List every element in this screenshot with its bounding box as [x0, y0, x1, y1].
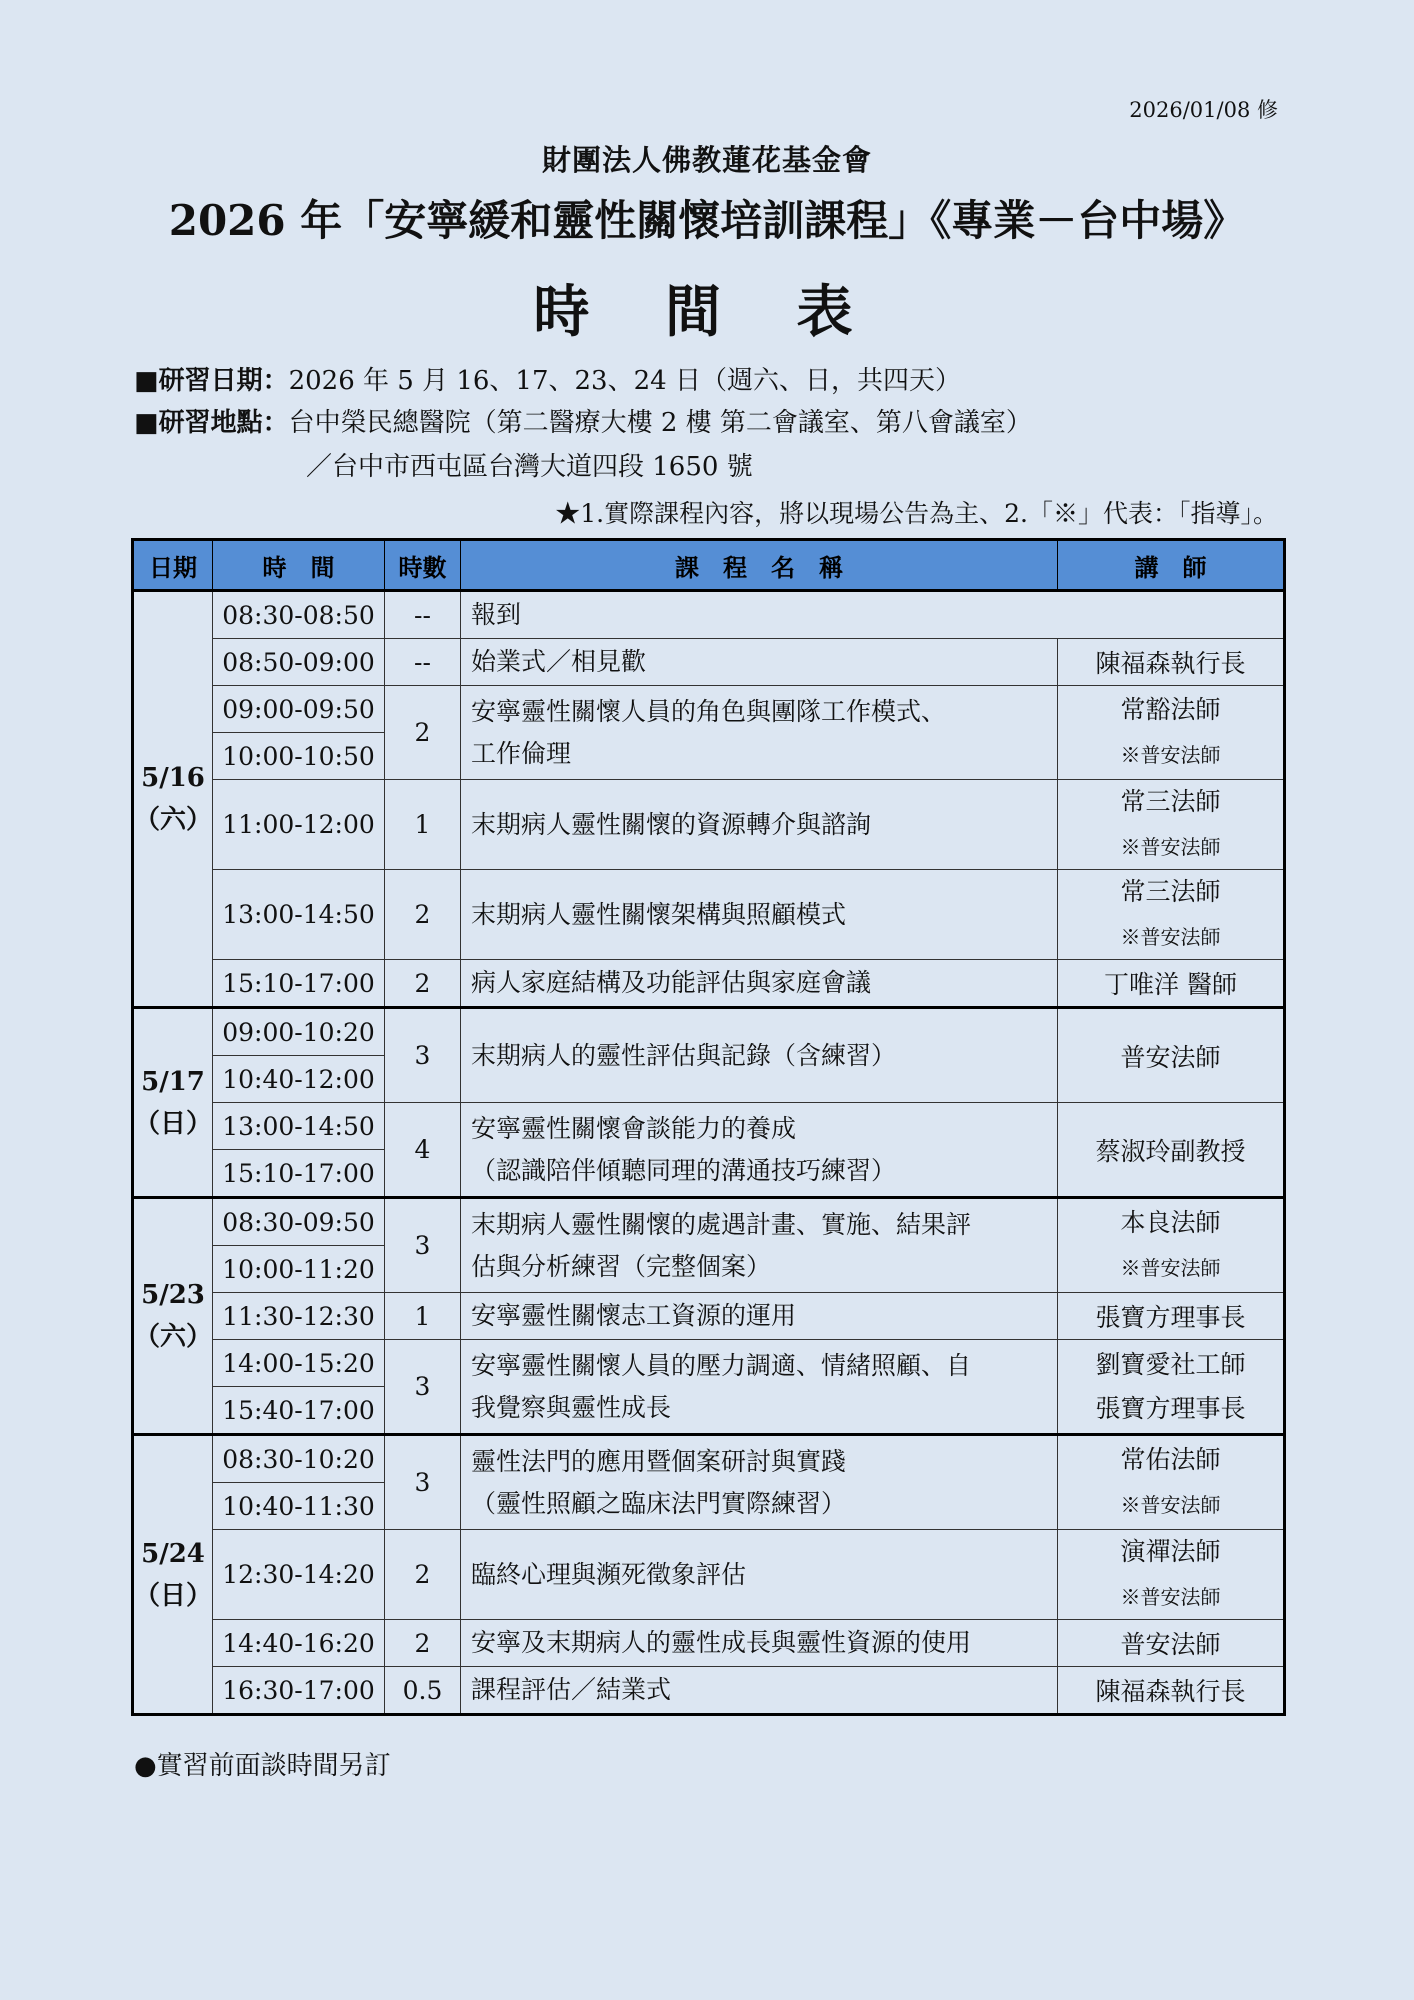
advisor: ※普安法師 [1120, 835, 1221, 859]
hours-cell: 4 [385, 1103, 461, 1198]
header-date: 日期 [133, 540, 213, 591]
place-label: ■研習地點： [134, 408, 289, 438]
lecturer: 本良法師 [1120, 1208, 1221, 1237]
lecturer: 張寶方理事長 [1095, 1393, 1246, 1423]
course-cell [461, 686, 1058, 780]
time-cell: 08:30-08:50 [213, 591, 385, 639]
lecturer-cell [1058, 1340, 1285, 1435]
time-cell: 11:00-12:00 [213, 780, 385, 870]
date-label: ■研習日期： [134, 366, 289, 396]
header-time: 時 間 [213, 540, 385, 591]
time-cell: 15:10-17:00 [213, 1150, 385, 1198]
training-address: ／台中市西屯區台灣大道四段 1650 號 [306, 452, 753, 482]
time-cell: 08:30-09:50 [213, 1198, 385, 1246]
table-row [133, 1198, 1285, 1246]
header-hours: 時數 [385, 540, 461, 591]
organization-name: 財團法人佛教蓮花基金會 [541, 143, 872, 177]
lecturer: 劉寶愛社工師 [1095, 1349, 1246, 1379]
course-cell: 病人家庭結構及功能評估與家庭會議 [461, 960, 1058, 1008]
date-value: 2026 年 5 月 16、17、23、24 日（週六、日，共四天） [288, 366, 961, 396]
page-title: 2026 年「安寧緩和靈性關懷培訓課程」《專業－台中場》 [168, 196, 1246, 245]
hours-cell: 2 [385, 1620, 461, 1667]
schedule-table [131, 538, 1286, 1716]
time-cell: 16:30-17:00 [213, 1667, 385, 1715]
lecturer-cell [1058, 870, 1285, 960]
lecturer: 常三法師 [1120, 787, 1221, 816]
course-cell: 始業式／相見歡 [461, 639, 1058, 686]
hours-cell: 3 [385, 1198, 461, 1293]
revision-date: 2026/01/08 修 [1129, 98, 1278, 122]
table-row [133, 686, 1285, 733]
table-row [133, 1667, 1285, 1715]
course-line: 靈性法門的應用暨個案研討與實踐 [471, 1446, 847, 1476]
time-cell: 10:40-12:00 [213, 1056, 385, 1103]
course-cell [461, 1198, 1058, 1293]
training-place [134, 402, 1032, 439]
date: 5/23 [141, 1280, 205, 1310]
course-line: 安寧靈性關懷會談能力的養成 [471, 1113, 797, 1143]
time-cell: 09:00-09:50 [213, 686, 385, 733]
course-line: （認識陪伴傾聽同理的溝通技巧練習） [471, 1155, 897, 1185]
time-cell: 09:00-10:20 [213, 1008, 385, 1056]
lecturer-cell: 張寶方理事長 [1058, 1293, 1285, 1340]
table-row [133, 1293, 1285, 1340]
time-cell: 08:30-10:20 [213, 1435, 385, 1483]
advisor: ※普安法師 [1120, 925, 1221, 949]
hours-cell: 2 [385, 960, 461, 1008]
lecturer: 常豁法師 [1120, 695, 1221, 724]
advisor: ※普安法師 [1120, 743, 1221, 767]
lecturer-cell [1058, 1530, 1285, 1620]
date-cell [133, 1198, 213, 1435]
course-note: ★1.實際課程內容，將以現場公告為主、2.「※」代表：「指導」。 [555, 499, 1278, 528]
time-cell: 11:30-12:30 [213, 1293, 385, 1340]
lecturer-cell: 丁唯洋 醫師 [1058, 960, 1285, 1008]
time-cell: 10:00-10:50 [213, 733, 385, 780]
time-cell: 10:40-11:30 [213, 1483, 385, 1530]
time-cell: 15:10-17:00 [213, 960, 385, 1008]
time-cell: 13:00-14:50 [213, 870, 385, 960]
course-cell [461, 1435, 1058, 1530]
place-value: 台中榮民總醫院（第二醫療大樓 2 樓 第二會議室、第八會議室） [288, 408, 1032, 438]
table-row [133, 1340, 1285, 1387]
course-line: 我覺察與靈性成長 [471, 1392, 672, 1422]
course-cell: 報到 [461, 591, 1285, 639]
hours-cell: 2 [385, 1530, 461, 1620]
date-cell [133, 591, 213, 1008]
time-cell: 12:30-14:20 [213, 1530, 385, 1620]
course-cell [461, 1103, 1058, 1198]
date-cell [133, 1008, 213, 1198]
hours-cell: 3 [385, 1340, 461, 1435]
training-date [134, 360, 961, 397]
table-row [133, 639, 1285, 686]
hours-cell: -- [385, 591, 461, 639]
table-row [133, 1008, 1285, 1056]
hours-cell: -- [385, 639, 461, 686]
hours-cell: 3 [385, 1435, 461, 1530]
time-cell: 15:40-17:00 [213, 1387, 385, 1435]
header-lecturer: 講 師 [1058, 540, 1285, 591]
weekday: （日） [134, 1108, 213, 1139]
course-cell: 安寧靈性關懷志工資源的運用 [461, 1293, 1058, 1340]
hours-cell: 3 [385, 1008, 461, 1103]
date: 5/17 [141, 1066, 205, 1097]
course-line: （靈性照顧之臨床法門實際練習） [471, 1488, 847, 1518]
course-line: 安寧靈性關懷人員的角色與團隊工作模式、 [471, 696, 947, 726]
lecturer-cell: 普安法師 [1058, 1008, 1285, 1103]
course-line: 工作倫理 [471, 738, 572, 768]
lecturer-cell: 陳福森執行長 [1058, 1667, 1285, 1715]
course-cell: 臨終心理與瀕死徵象評估 [461, 1530, 1058, 1620]
table-row [133, 1435, 1285, 1483]
advisor: ※普安法師 [1120, 1585, 1221, 1609]
date-cell [133, 1435, 213, 1715]
lecturer-cell: 蔡淑玲副教授 [1058, 1103, 1285, 1198]
course-cell: 末期病人的靈性評估與記錄（含練習） [461, 1008, 1058, 1103]
time-cell: 14:40-16:20 [213, 1620, 385, 1667]
course-cell: 課程評估／結業式 [461, 1667, 1058, 1715]
course-cell: 末期病人靈性關懷架構與照顧模式 [461, 870, 1058, 960]
time-cell: 08:50-09:00 [213, 639, 385, 686]
header-course: 課 程 名 稱 [461, 540, 1058, 591]
lecturer-cell [1058, 780, 1285, 870]
hours-cell: 2 [385, 686, 461, 780]
lecturer: 常佑法師 [1120, 1445, 1221, 1474]
hours-cell: 2 [385, 870, 461, 960]
course-line: 估與分析練習（完整個案） [471, 1251, 772, 1281]
course-cell [461, 1340, 1058, 1435]
date: 5/24 [141, 1538, 205, 1569]
time-cell: 13:00-14:50 [213, 1103, 385, 1150]
lecturer-cell: 普安法師 [1058, 1620, 1285, 1667]
hours-cell: 1 [385, 1293, 461, 1340]
weekday: （六） [134, 1322, 213, 1352]
lecturer: 常三法師 [1120, 877, 1221, 906]
table-header-row [133, 540, 1285, 591]
weekday: （六） [134, 805, 213, 835]
advisor: ※普安法師 [1120, 1256, 1221, 1280]
advisor: ※普安法師 [1120, 1493, 1221, 1517]
lecturer-cell [1058, 1435, 1285, 1530]
time-cell: 10:00-11:20 [213, 1246, 385, 1293]
course-cell: 末期病人靈性關懷的資源轉介與諮詢 [461, 780, 1058, 870]
lecturer-cell: 陳福森執行長 [1058, 639, 1285, 686]
footer-note: ●實習前面談時間另訂 [134, 1751, 391, 1781]
table-row [133, 591, 1285, 639]
course-line: 安寧靈性關懷人員的壓力調適、情緒照顧、自 [471, 1350, 972, 1380]
lecturer-cell [1058, 1198, 1285, 1293]
weekday: （日） [134, 1580, 213, 1611]
hours-cell: 1 [385, 780, 461, 870]
date: 5/16 [141, 763, 205, 793]
time-cell: 14:00-15:20 [213, 1340, 385, 1387]
course-line: 末期病人靈性關懷的處遇計畫、實施、結果評 [471, 1209, 972, 1239]
table-row [133, 960, 1285, 1008]
page-subtitle: 時 間 表 [533, 279, 881, 345]
hours-cell: 0.5 [385, 1667, 461, 1715]
table-row [133, 1620, 1285, 1667]
course-cell: 安寧及末期病人的靈性成長與靈性資源的使用 [461, 1620, 1058, 1667]
table-row [133, 1103, 1285, 1150]
lecturer-cell [1058, 686, 1285, 780]
lecturer: 演禪法師 [1120, 1537, 1221, 1566]
